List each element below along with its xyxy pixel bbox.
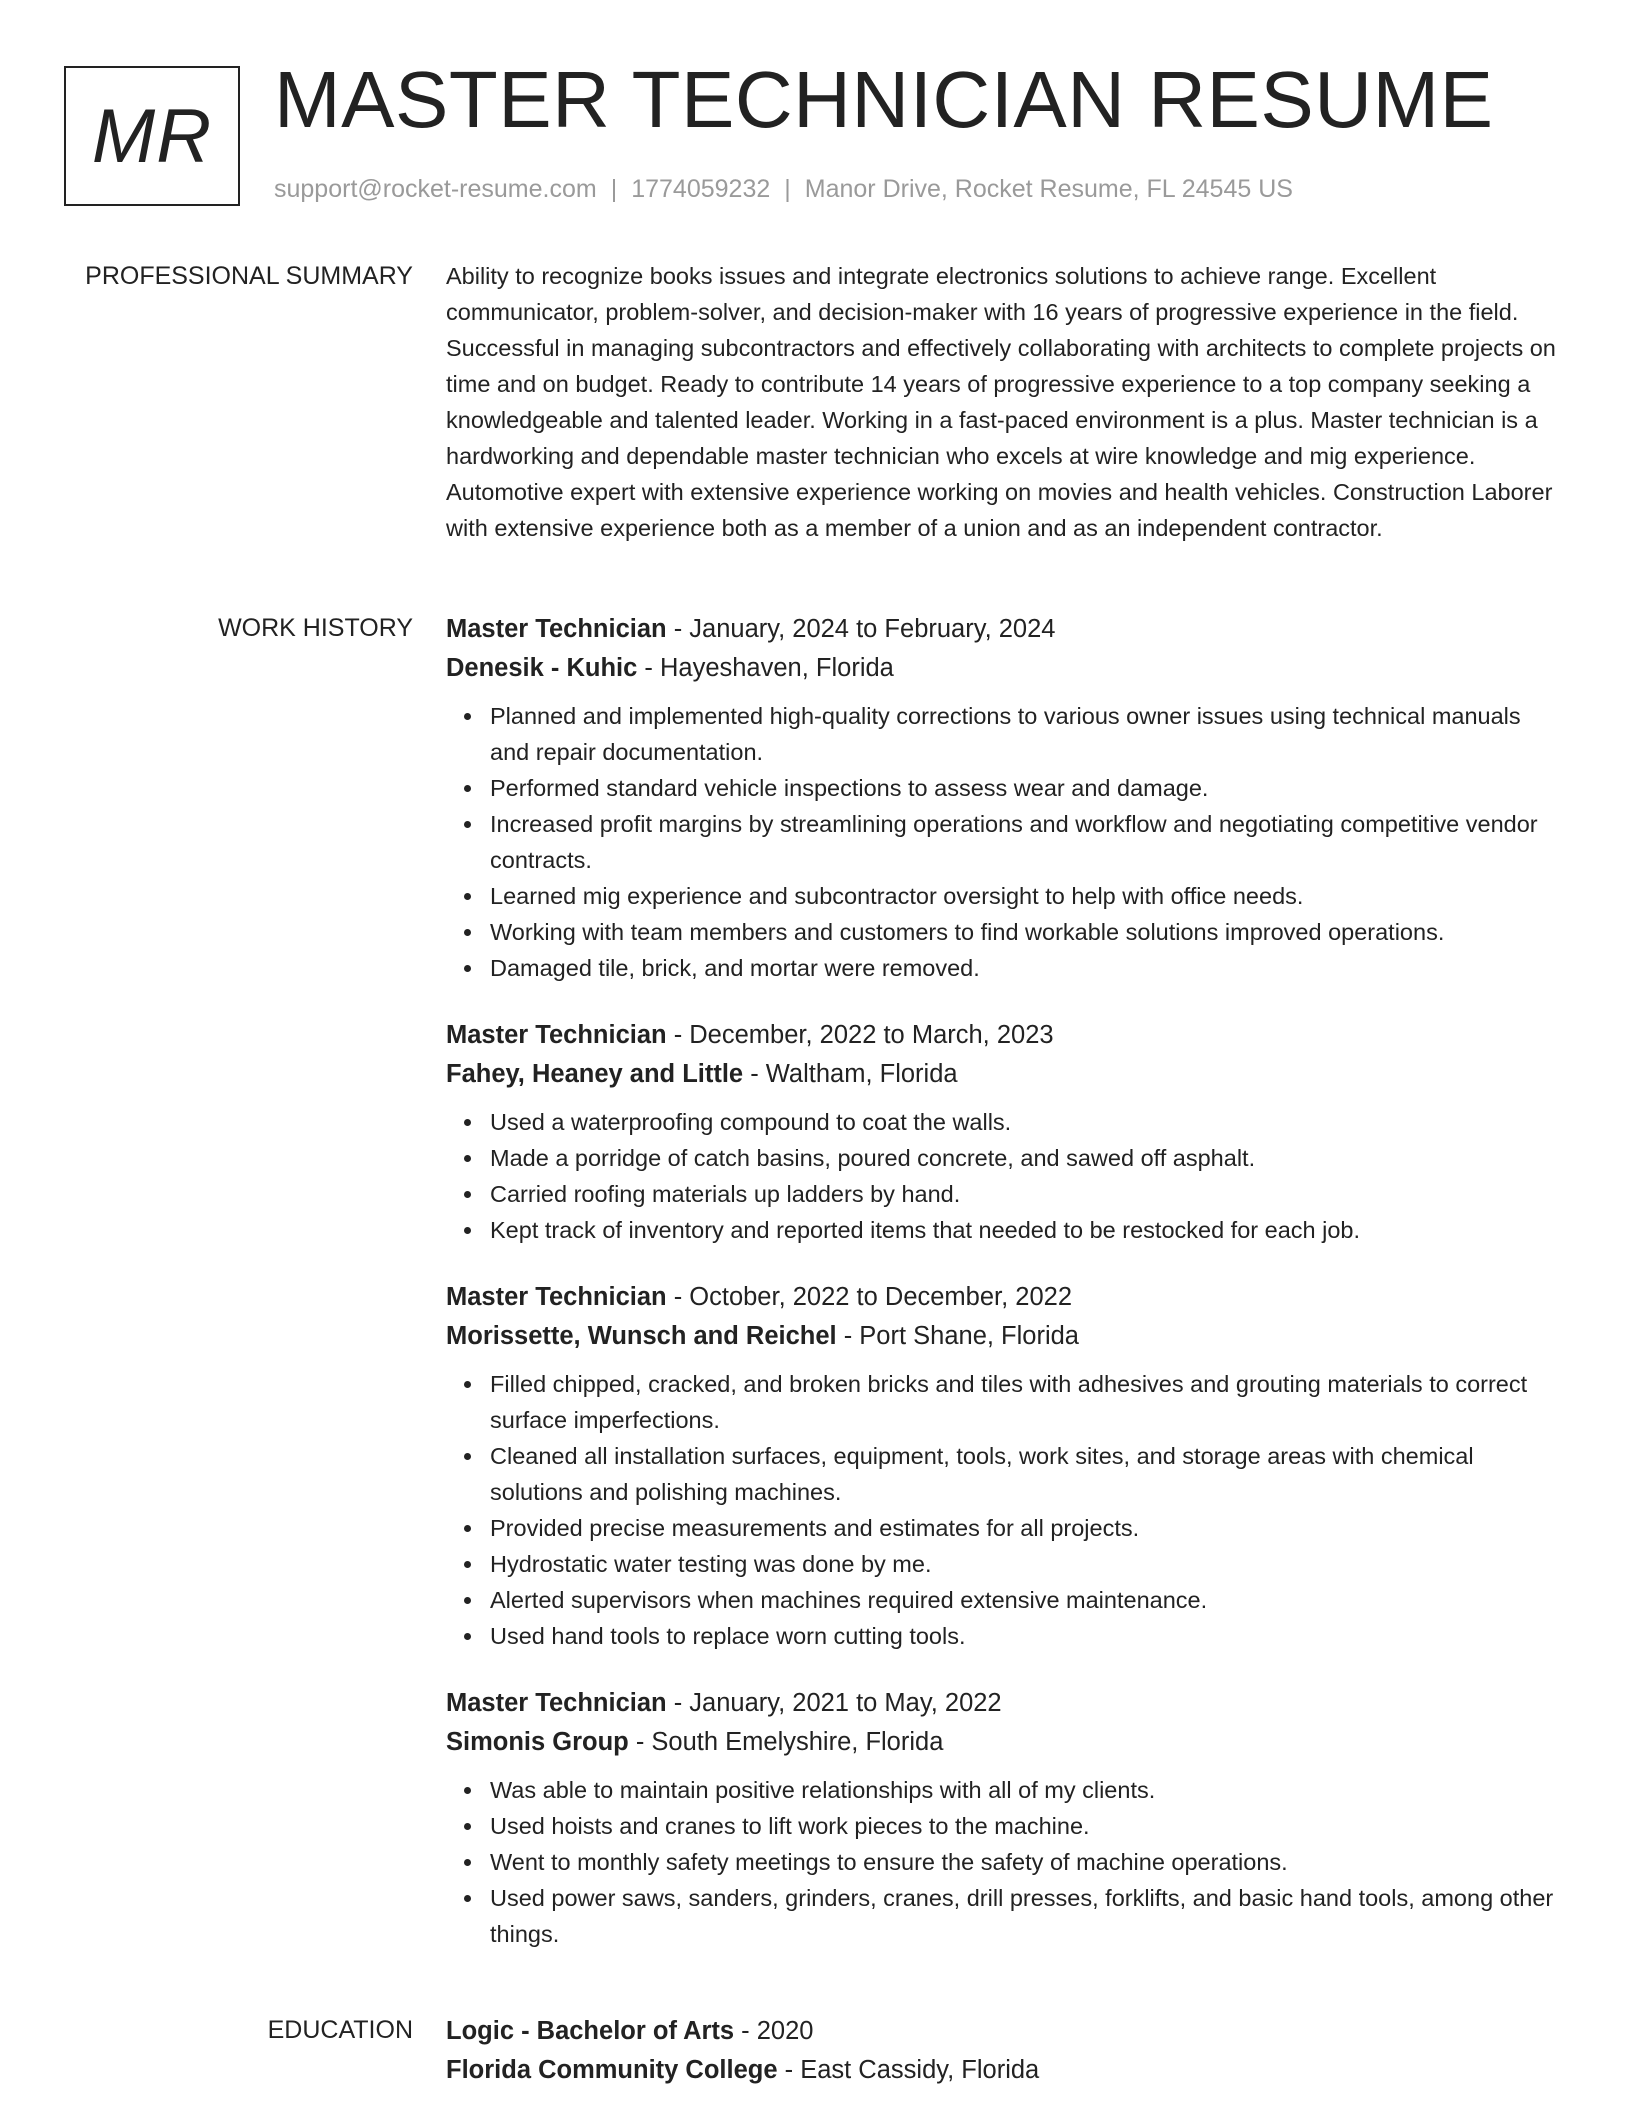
education-school-line <box>446 2051 1562 2090</box>
job-bullet: Used a waterproofing compound to coat the walls. <box>490 1104 1562 1140</box>
education-school: Florida Community College <box>446 2056 778 2084</box>
job-title-line <box>446 1278 1562 1317</box>
job-title: Master Technician <box>446 1021 667 1049</box>
job-bullet-list <box>446 698 1562 986</box>
job-entry <box>446 610 1562 986</box>
job-title: Master Technician <box>446 1689 667 1717</box>
section-label-summary: PROFESSIONAL SUMMARY <box>85 262 413 290</box>
job-company: Denesik - Kuhic <box>446 654 638 682</box>
education-degree-line <box>446 2012 1562 2051</box>
monogram-initials: MR <box>91 93 213 179</box>
job-bullet: Was able to maintain positive relationships with all of my clients. <box>490 1772 1562 1808</box>
section-label-work-history: WORK HISTORY <box>218 614 413 642</box>
job-dates: - January, 2021 to May, 2022 <box>666 1689 1002 1717</box>
job-bullet: Hydrostatic water testing was done by me. <box>490 1546 1562 1582</box>
education-year: - 2020 <box>734 2017 814 2045</box>
contact-phone: 1774059232 <box>631 175 771 203</box>
work-history-body <box>446 610 1562 1982</box>
job-bullet: Carried roofing materials up ladders by hand. <box>490 1176 1562 1212</box>
section-label-education: EDUCATION <box>267 2016 413 2044</box>
job-title-line <box>446 610 1562 649</box>
job-dates: - October, 2022 to December, 2022 <box>666 1283 1073 1311</box>
job-bullet: Used hoists and cranes to lift work pieces to the machine. <box>490 1808 1562 1844</box>
job-entry <box>446 1278 1562 1654</box>
job-bullet: Cleaned all installation surfaces, equipment, tools, work sites, and storage areas with chemical solutions and polishing machines. <box>490 1438 1562 1510</box>
job-company: Fahey, Heaney and Little <box>446 1060 744 1088</box>
job-dates: - December, 2022 to March, 2023 <box>666 1021 1054 1049</box>
job-title: Master Technician <box>446 615 667 643</box>
contact-separator: | <box>784 175 791 203</box>
job-bullet: Used power saws, sanders, grinders, cranes, drill presses, forklifts, and basic hand tools, among other things. <box>490 1880 1562 1952</box>
job-location: - South Emelyshire, Florida <box>628 1728 944 1756</box>
education-degree: Logic - Bachelor of Arts <box>446 2017 735 2045</box>
job-company: Simonis Group <box>446 1728 629 1756</box>
summary-body <box>446 258 1562 546</box>
job-bullet: Performed standard vehicle inspections to assess wear and damage. <box>490 770 1562 806</box>
job-entry <box>446 1016 1562 1248</box>
job-title-line <box>446 1684 1562 1723</box>
contact-address: Manor Drive, Rocket Resume, FL 24545 US <box>804 175 1293 203</box>
job-bullet: Kept track of inventory and reported items that needed to be restocked for each job. <box>490 1212 1562 1248</box>
job-bullet: Learned mig experience and subcontractor oversight to help with office needs. <box>490 878 1562 914</box>
job-bullet: Went to monthly safety meetings to ensure the safety of machine operations. <box>490 1844 1562 1880</box>
job-bullet: Planned and implemented high-quality corrections to various owner issues using technical manuals and repair documentation. <box>490 698 1562 770</box>
contact-separator: | <box>610 175 618 203</box>
job-title: Master Technician <box>446 1283 667 1311</box>
job-bullet: Made a porridge of catch basins, poured concrete, and sawed off asphalt. <box>490 1140 1562 1176</box>
summary-text: Ability to recognize books issues and integrate electronics solutions to achieve range. Excellent communicator, problem-solver, and decision-maker with 16 years of progressive experience in the field. Successful in managing subcontractors and effectively collaborating with architects to complete projects on time and on budget. Ready to contribute 14 years of progressive experience to a top company seeking a knowledgeable and talented leader. Working in a fast-paced environment is a plus. Master technician is a hardworking and dependable master technician who excels at wire knowledge and mig experience. Automotive expert with extensive experience working on movies and health vehicles. Construction Laborer with extensive experience both as a member of a union and as an independent contractor. <box>446 263 1556 541</box>
contact-line <box>274 174 1293 204</box>
job-company: Morissette, Wunsch and Reichel <box>446 1322 837 1350</box>
job-company-line <box>446 1317 1562 1356</box>
job-dates: - January, 2024 to February, 2024 <box>666 615 1056 643</box>
job-company-line <box>446 1055 1562 1094</box>
education-location: - East Cassidy, Florida <box>777 2056 1040 2084</box>
job-bullet: Working with team members and customers to find workable solutions improved operations. <box>490 914 1562 950</box>
resume-title: MASTER TECHNICIAN RESUME <box>274 55 1494 144</box>
job-bullet: Damaged tile, brick, and mortar were removed. <box>490 950 1562 986</box>
job-bullet: Alerted supervisors when machines required extensive maintenance. <box>490 1582 1562 1618</box>
job-bullet: Used hand tools to replace worn cutting tools. <box>490 1618 1562 1654</box>
job-entry <box>446 1684 1562 1952</box>
job-company-line <box>446 1723 1562 1762</box>
job-bullet: Filled chipped, cracked, and broken bricks and tiles with adhesives and grouting materials to correct surface imperfections. <box>490 1366 1562 1438</box>
job-bullet-list <box>446 1104 1562 1248</box>
education-body <box>446 2012 1562 2090</box>
job-location: - Port Shane, Florida <box>836 1322 1079 1350</box>
job-bullet-list <box>446 1366 1562 1654</box>
job-company-line <box>446 649 1562 688</box>
monogram-box <box>64 66 240 206</box>
job-title-line <box>446 1016 1562 1055</box>
job-location: - Hayeshaven, Florida <box>637 654 894 682</box>
job-location: - Waltham, Florida <box>743 1060 958 1088</box>
job-bullet: Provided precise measurements and estimates for all projects. <box>490 1510 1562 1546</box>
job-bullet: Increased profit margins by streamlining operations and workflow and negotiating competitive vendor contracts. <box>490 806 1562 878</box>
contact-email: support@rocket-resume.com <box>274 175 597 203</box>
job-bullet-list <box>446 1772 1562 1952</box>
